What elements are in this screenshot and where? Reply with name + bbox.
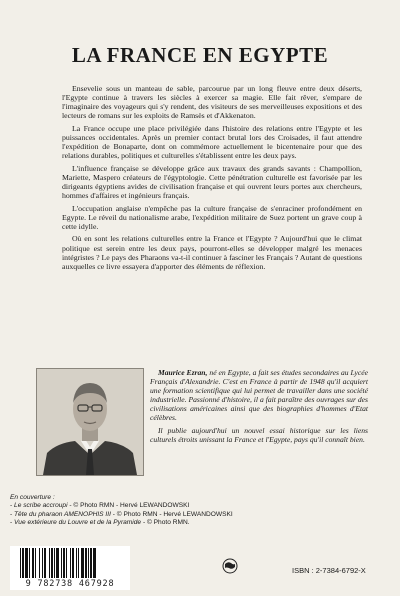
author-bio-paragraph: Il publie aujourd'hui un nouvel essai historique sur les liens culturels étroits unissant la France et l'Egypte, pays qu'il connaît bien.	[150, 425, 368, 444]
author-photo	[36, 368, 144, 476]
barcode-bar	[66, 548, 67, 578]
barcode-bar	[51, 548, 53, 578]
author-name: Maurice Ezran,	[158, 368, 208, 377]
barcode-bar	[56, 548, 59, 578]
credit-line: - Vue extérieure du Louvre et de la Pyramide - © Photo RMN.	[10, 519, 190, 527]
cover-credits	[10, 494, 340, 528]
barcode-bar	[35, 548, 36, 578]
blurb	[62, 84, 362, 274]
barcode-bar	[32, 548, 34, 578]
author-bio	[150, 368, 368, 447]
barcode-bar	[88, 548, 89, 578]
barcode-bar	[25, 548, 28, 578]
credit-source: - © Photo RMN - Hervé LEWANDOWSKI	[110, 510, 233, 518]
author-bio-paragraph	[150, 368, 368, 423]
barcode-bar	[22, 548, 24, 578]
isbn: ISBN : 2-7384-6792-X	[292, 566, 366, 575]
credit-source: - © Photo RMN.	[141, 519, 190, 527]
credit-line: - Le scribe accroupi - © Photo RMN - Hervé LEWANDOWSKI	[10, 502, 190, 510]
blurb-paragraph: Ensevelie sous un manteau de sable, parcourue par un long fleuve entre deux déserts, l'Egypte continue à travers les siècles à exercer sa magie. Elle fait rêver, s'empare de l'imaginaire des voyageurs qui s'y rendent, des visiteurs de ses merveilleuses expositions et des lecteurs de romans sur les exploits de Ramsès et d'Akkenaton.	[62, 84, 362, 121]
barcode-bar	[90, 548, 92, 578]
barcode-bar	[81, 548, 84, 578]
barcode-bar	[20, 548, 21, 578]
book-title: LA FRANCE EN EGYPTE	[71, 43, 329, 67]
barcode-bar	[85, 548, 87, 578]
globe-logo-icon	[222, 558, 238, 574]
barcode-bar	[93, 548, 96, 578]
credit-work: Vue extérieure du Louvre et de la Pyramide	[14, 519, 142, 527]
credit-work: Le scribe accroupi	[14, 502, 68, 510]
blurb-paragraph: L'occupation anglaise n'empêche pas la culture française de s'enraciner profondément en Egypte. Le réveil du nationalisme arabe, l'expédition militaire de Suez portent un grave coup à cette idylle.	[62, 203, 362, 231]
barcode	[10, 546, 130, 590]
barcode-bar	[42, 548, 43, 578]
barcode-bar	[78, 548, 79, 578]
blurb-paragraph: Où en sont les relations culturelles entre la France et l'Egypte ? Aujourd'hui que le climat politique est serein entre les deux pays, pourront-elles se développer malgré les menaces intégristes ? Le pays des Pharaons va-t-il continuer à fasciner les Français ? Autant de questions auxquelles ce livre essayera d'apporter des éléments de réflexion.	[62, 234, 362, 271]
barcode-bar	[49, 548, 50, 578]
barcode-bar	[39, 548, 40, 578]
barcode-bar	[54, 548, 55, 578]
barcode-bar	[72, 548, 74, 578]
blurb-paragraph: L'influence française se développe grâce aux travaux des grands savants : Champollion, Mariette, Maspero créateurs de l'égyptologie. Cette pénétration culturelle est favorisée par les dirigeants égyptiens avides de civilisation française et qui ouvrent leurs portes aux chercheurs, hommes d'affaires et ingénieurs français.	[62, 163, 362, 201]
credit-work: Tête du pharaon AMENOPHIS III	[14, 510, 111, 518]
barcode-number: 9 782738 467928	[25, 579, 115, 589]
barcode-bar	[76, 548, 77, 578]
barcode-bar	[63, 548, 65, 578]
barcode-bar	[61, 548, 62, 578]
barcode-bar	[44, 548, 46, 578]
credit-source: - © Photo RMN - Hervé LEWANDOWSKI	[67, 502, 190, 510]
author-bio-text: né en Egypte, a fait ses études secondaires au Lycée Français d'Alexandrie. C'est en France à partir de 1948 qu'il acquiert une formation scientifique qui lui permet de travailler dans une société industrielle. Passionné d'histoire, il a fait paraître des ouvrages sur des civilisations américaines ainsi que des biographies d'hommes d'Etat célèbres.	[150, 368, 368, 423]
cover-credits-heading: En couverture :	[10, 494, 55, 501]
credit-line: - Tête du pharaon AMENOPHIS III - © Photo RMN - Hervé LEWANDOWSKI	[10, 510, 233, 518]
barcode-bar	[70, 548, 71, 578]
author-section	[36, 368, 366, 476]
blurb-paragraph: La France occupe une place privilégiée dans l'histoire des relations entre l'Egypte et les puissances occidentales. Après un premier contact brutal lors des Croisades, il faut attendre l'expédition de Bonaparte, dont on commémore actuellement le bicentenaire pour que des relations durables, politiques et culturelles s'établissent entre les deux pays.	[62, 123, 362, 161]
barcode-bars	[10, 546, 130, 580]
barcode-bar	[29, 548, 30, 578]
